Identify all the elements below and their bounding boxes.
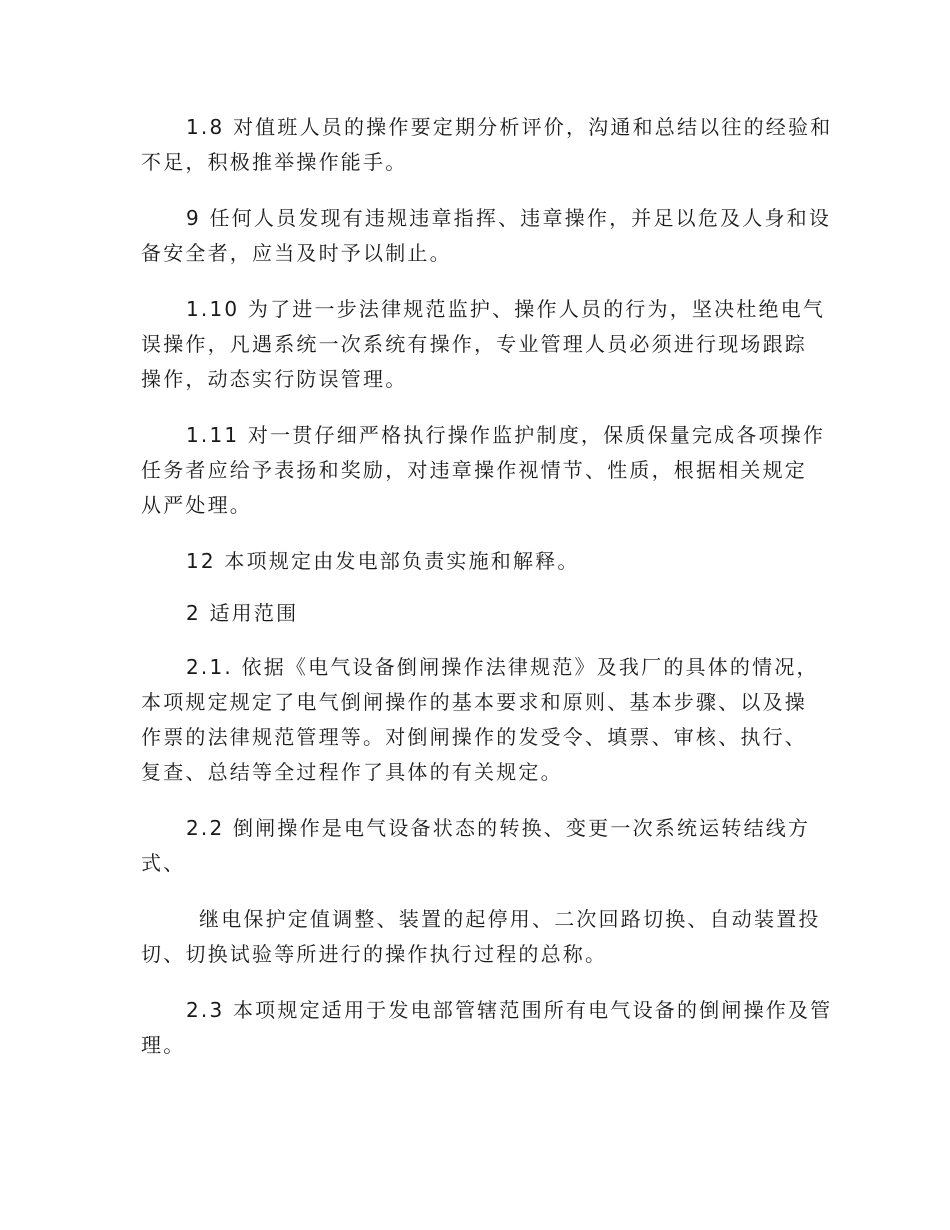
paragraph-1-11-line-1: 1.11 对一贯仔细严格执行操作监护制度，保质保量完成各项操作 xyxy=(186,423,826,447)
paragraph-2-1-line-2: 本项规定规定了电气倒闸操作的基本要求和原则、基本步骤、以及操 xyxy=(141,690,807,714)
section-2-heading: 2 适用范围 xyxy=(186,601,299,625)
paragraph-2-3-line-1: 2.3 本项规定适用于发电部管辖范围所有电气设备的倒闸操作及管 xyxy=(186,998,833,1022)
paragraph-1-10-line-3: 操作，动态实行防误管理。 xyxy=(141,367,408,391)
paragraph-1-11-line-3: 从严处理。 xyxy=(141,493,252,517)
paragraph-1-8-line-1: 1.8 对值班人员的操作要定期分析评价，沟通和总结以往的经验和 xyxy=(186,115,833,139)
paragraph-1-10-line-2: 误操作，凡遇系统一次系统有操作，专业管理人员必须进行现场跟踪 xyxy=(141,332,807,356)
paragraph-2-2-cont-line-1: 继电保护定值调整、装置的起停用、二次回路切换、自动装置投 xyxy=(199,907,821,931)
paragraph-2-3-line-2: 理。 xyxy=(141,1033,186,1057)
paragraph-2-2-line-2: 式、 xyxy=(141,851,186,875)
paragraph-1-10-line-1: 1.10 为了进一步法律规范监护、操作人员的行为，坚决杜绝电气 xyxy=(186,297,826,321)
paragraph-1-11-line-2: 任务者应给予表扬和奖励，对违章操作视情节、性质，根据相关规定 xyxy=(141,458,807,482)
paragraph-2-1-line-3: 作票的法律规范管理等。对倒闸操作的发受令、填票、审核、执行、 xyxy=(141,725,807,749)
paragraph-1-9-line-1: 9 任何人员发现有违规违章指挥、违章操作，并足以危及人身和设 xyxy=(186,206,832,230)
paragraph-1-9-line-2: 备安全者，应当及时予以制止。 xyxy=(141,241,452,265)
paragraph-1-8-line-2: 不足，积极推举操作能手。 xyxy=(141,150,408,174)
paragraph-2-2-line-1: 2.2 倒闸操作是电气设备状态的转换、变更一次系统运转结线方 xyxy=(186,816,811,840)
paragraph-2-1-line-1: 2.1. 依据《电气设备倒闸操作法律规范》及我厂的具体的情况， xyxy=(186,655,819,679)
paragraph-1-12-line-1: 12 本项规定由发电部负责实施和解释。 xyxy=(186,549,580,573)
paragraph-2-2-cont-line-2: 切、切换试验等所进行的操作执行过程的总称。 xyxy=(141,942,608,966)
paragraph-2-1-line-4: 复查、总结等全过程作了具体的有关规定。 xyxy=(141,760,563,784)
